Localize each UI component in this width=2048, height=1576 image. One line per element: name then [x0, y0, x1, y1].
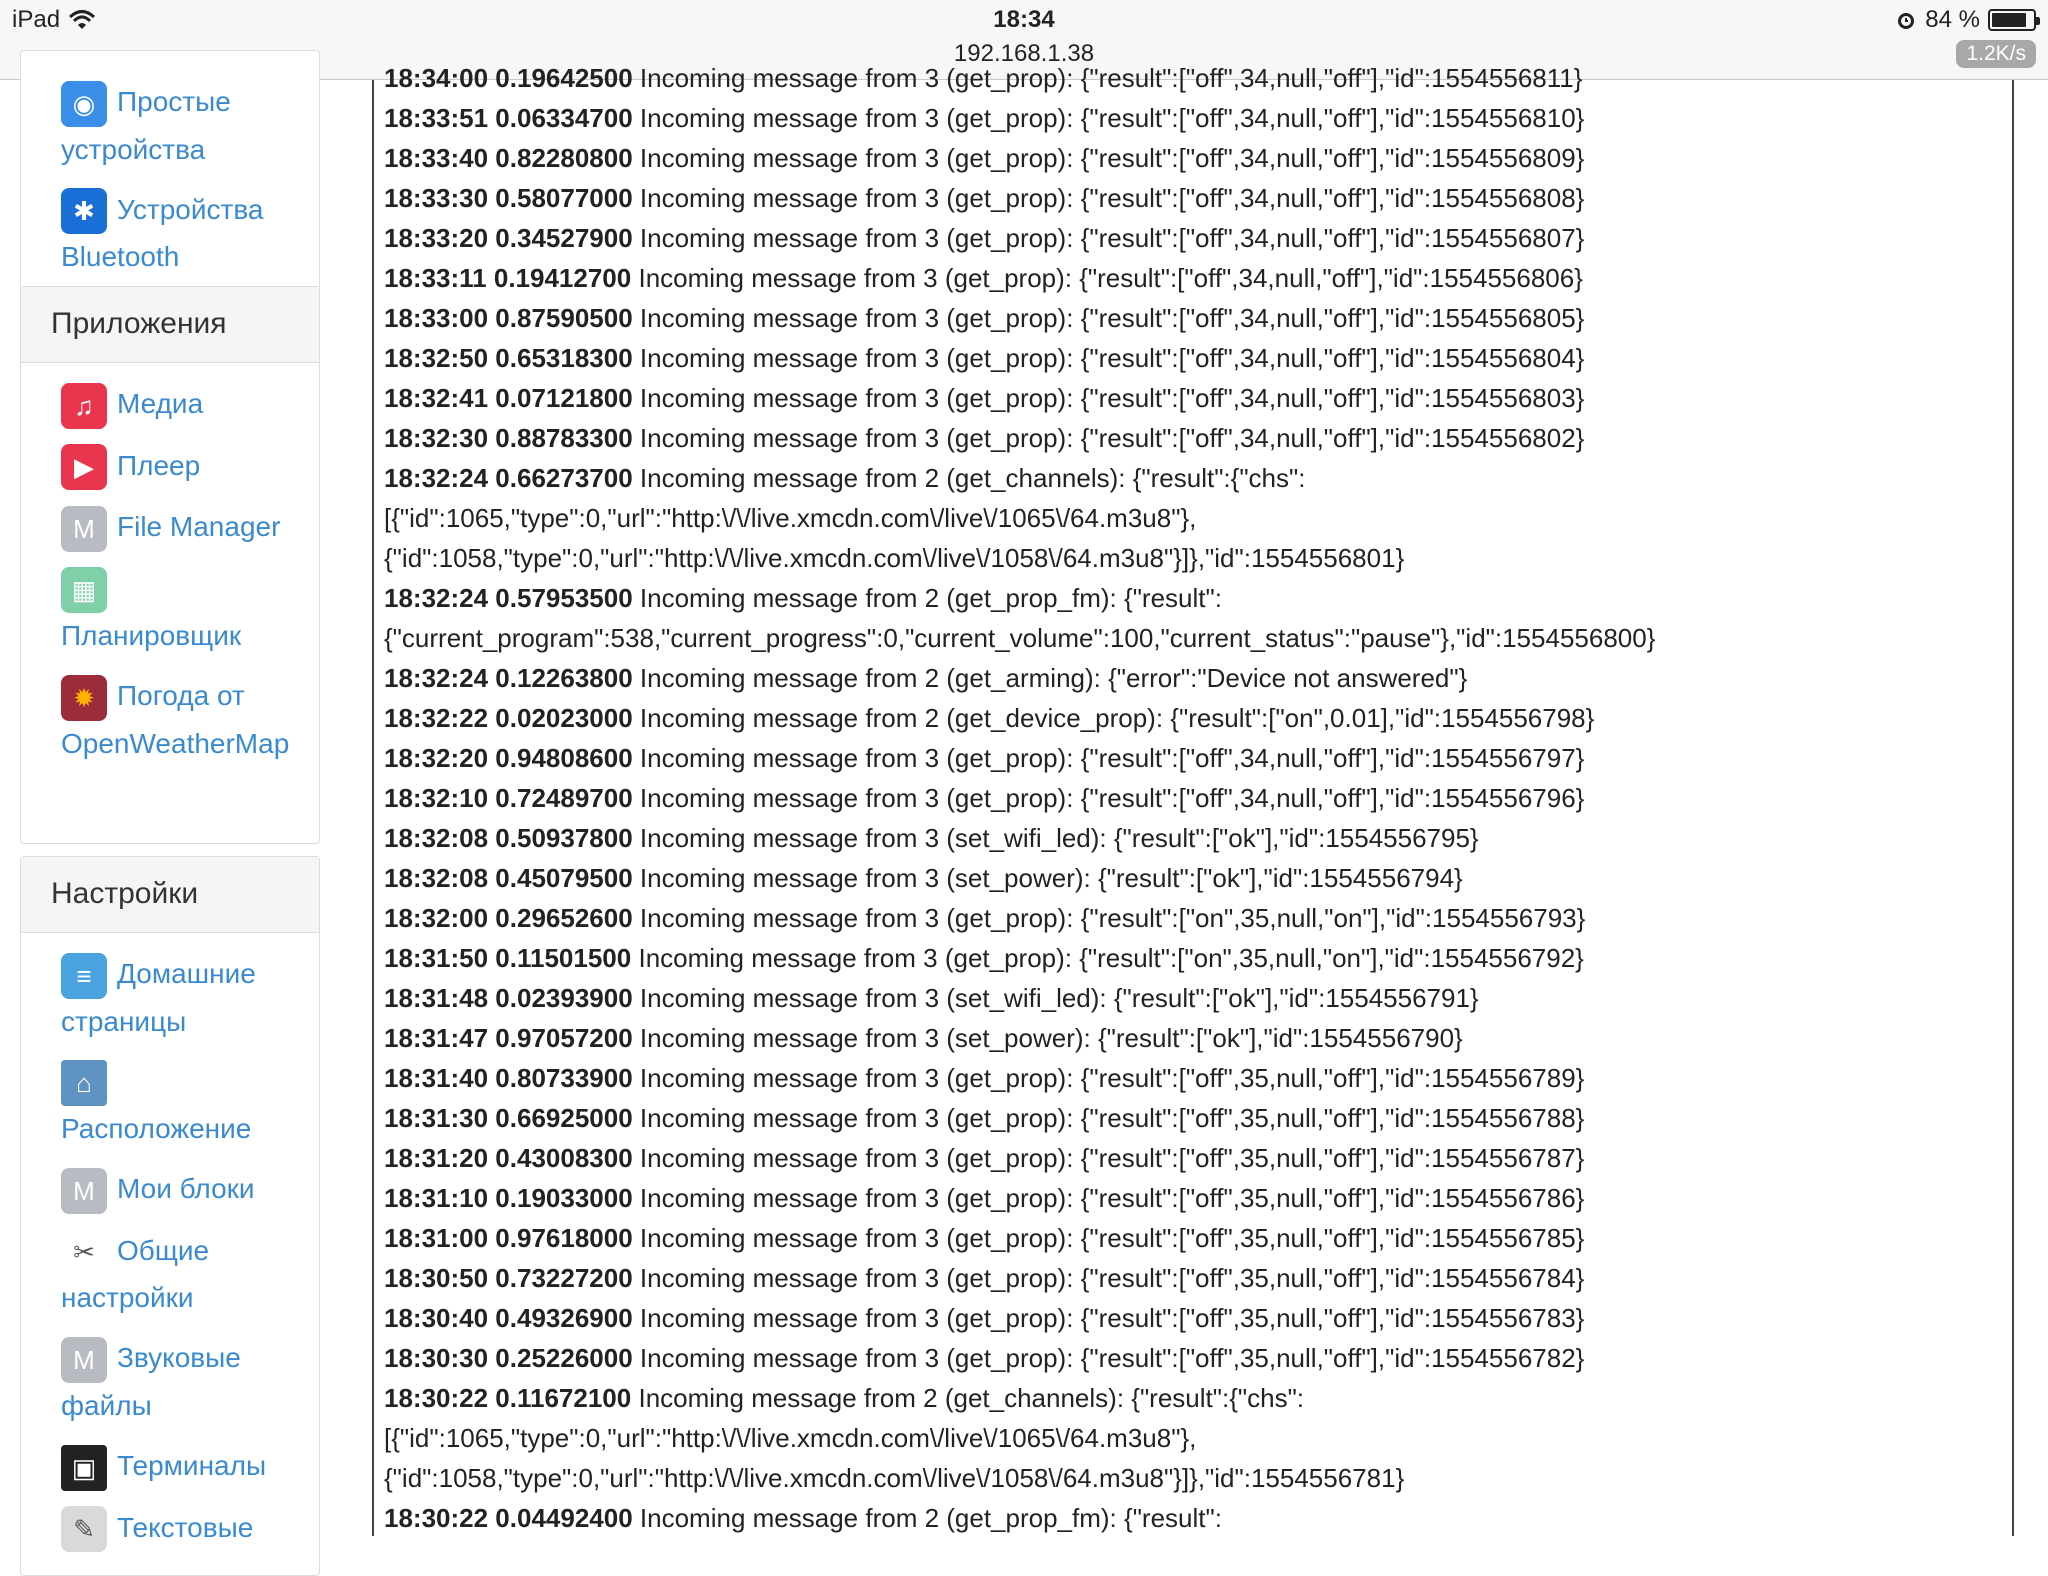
sidebar-item-label: Простые устройства — [61, 86, 231, 165]
log-entry — [384, 738, 2012, 778]
sidebar-item-terminals[interactable] — [61, 1443, 289, 1491]
log-timestamp: 18:30:50 0.73227200 — [384, 1263, 633, 1293]
sidebar-item-label: Общие настройки — [61, 1234, 210, 1314]
log-message: Incoming message from 3 (get_prop): {"result":["off",34,null,"off"],"id":1554556797} — [639, 743, 1585, 773]
log-timestamp: 18:32:24 0.57953500 — [384, 583, 633, 613]
module-icon: M — [61, 1337, 107, 1383]
log-message: Incoming message from 3 (get_prop): {"result":["on",35,null,"on"],"id":1554556793} — [639, 903, 1586, 933]
log-message: Incoming message from 3 (get_prop): {"result":["off",35,null,"off"],"id":1554556785} — [639, 1223, 1585, 1253]
log-entry — [384, 978, 2012, 1018]
log-entry — [384, 58, 2012, 98]
log-entry — [384, 858, 2012, 898]
log-timestamp: 18:33:11 0.19412700 — [384, 263, 632, 293]
log-entry — [384, 1258, 2012, 1298]
log-timestamp: 18:34:00 0.19642500 — [384, 63, 633, 93]
log-entry — [384, 1218, 2012, 1258]
log-entry — [384, 778, 2012, 818]
log-entry — [384, 258, 2012, 298]
sidebar-item-text[interactable] — [61, 1505, 289, 1553]
sidebar-item-home-pages[interactable] — [61, 951, 289, 1045]
log-entry — [384, 1098, 2012, 1138]
battery-icon — [1988, 9, 2036, 31]
log-message: Incoming message from 3 (get_prop): {"result":["off",34,null,"off"],"id":1554556811} — [639, 63, 1583, 93]
log-message: Incoming message from 3 (get_prop): {"result":["off",34,null,"off"],"id":1554556807} — [639, 223, 1585, 253]
sidebar — [0, 80, 340, 1545]
bluetooth-icon: ✱ — [61, 188, 107, 234]
status-right — [1895, 6, 2036, 34]
sidebar-item-location[interactable] — [61, 1059, 289, 1153]
log-message: Incoming message from 3 (get_prop): {"result":["off",34,null,"off"],"id":1554556796} — [639, 783, 1585, 813]
sidebar-item-media[interactable] — [61, 381, 289, 429]
log-entry — [384, 378, 2012, 418]
log-entry — [384, 1298, 2012, 1338]
sidebar-item-simple-devices[interactable] — [61, 79, 289, 173]
log-entry — [384, 178, 2012, 218]
log-timestamp: 18:31:50 0.11501500 — [384, 943, 632, 973]
sidebar-item-label: Терминалы — [117, 1450, 267, 1482]
log-entry — [384, 1378, 2012, 1418]
log-message: Incoming message from 3 (get_prop): {"result":["on",35,null,"on"],"id":1554556792} — [638, 943, 1584, 973]
log-message: Incoming message from 3 (get_prop): {"result":["off",34,null,"off"],"id":1554556805} — [639, 303, 1585, 333]
log-entry — [384, 1138, 2012, 1178]
log-timestamp: 18:32:24 0.12263800 — [384, 663, 633, 693]
calendar-icon: ▦ — [61, 567, 107, 613]
log-message: Incoming message from 3 (get_prop): {"result":["off",34,null,"off"],"id":1554556802} — [639, 423, 1585, 453]
log-timestamp: 18:31:20 0.43008300 — [384, 1143, 633, 1173]
log-message: Incoming message from 2 (get_prop_fm): {"result": — [639, 583, 1222, 613]
log-entry — [384, 898, 2012, 938]
devices-icon: ◉ — [61, 81, 107, 127]
sidebar-item-label: Плеер — [117, 449, 201, 481]
apps-panel-title: Приложения — [21, 287, 319, 363]
log-entry — [384, 698, 2012, 738]
log-message: Incoming message from 3 (get_prop): {"result":["off",34,null,"off"],"id":1554556810} — [639, 103, 1585, 133]
log-entry — [384, 338, 2012, 378]
log-message: Incoming message from 3 (get_prop): {"result":["off",35,null,"off"],"id":1554556787} — [639, 1143, 1585, 1173]
log-entry — [384, 1058, 2012, 1098]
log-timestamp: 18:32:22 0.02023000 — [384, 703, 633, 733]
log-entry-continuation: {"id":1058,"type":0,"url":"http:\/\/live.xmcdn.com\/live\/1058\/64.m3u8"}]},"id":1554556801} — [384, 543, 1405, 573]
play-icon: ▶ — [61, 444, 107, 490]
log-timestamp: 18:33:40 0.82280800 — [384, 143, 633, 173]
log-message: Incoming message from 3 (get_prop): {"result":["off",35,null,"off"],"id":1554556788} — [639, 1103, 1585, 1133]
clock: 18:34 — [993, 6, 1055, 33]
log-timestamp: 18:32:10 0.72489700 — [384, 783, 633, 813]
settings-panel-title: Настройки — [21, 857, 319, 933]
sidebar-item-my-blocks[interactable] — [61, 1166, 289, 1214]
log-entry — [384, 658, 2012, 698]
sidebar-item-label: Мои блоки — [117, 1173, 255, 1205]
log-message: Incoming message from 2 (get_prop_fm): {"result": — [639, 1503, 1222, 1533]
log-timestamp: 18:31:30 0.66925000 — [384, 1103, 633, 1133]
log-entry — [384, 458, 2012, 498]
sidebar-item-weather[interactable] — [61, 673, 289, 767]
log-timestamp: 18:31:10 0.19033000 — [384, 1183, 633, 1213]
sidebar-item-file-manager[interactable] — [61, 504, 289, 552]
log-timestamp: 18:30:40 0.49326900 — [384, 1303, 633, 1333]
sidebar-item-label: Звуковые файлы — [61, 1342, 241, 1422]
log-message: Incoming message from 2 (get_device_prop): {"result":["on",0.01],"id":1554556798} — [639, 703, 1595, 733]
log-entry — [384, 578, 2012, 618]
log-entry-continuation: [{"id":1065,"type":0,"url":"http:\/\/live.xmcdn.com\/live\/1065\/64.m3u8"}, — [384, 503, 1197, 533]
sun-icon: ✹ — [61, 675, 107, 721]
sidebar-item-bluetooth[interactable] — [61, 187, 289, 281]
log-entry-continuation: [{"id":1065,"type":0,"url":"http:\/\/live.xmcdn.com\/live\/1065\/64.m3u8"}, — [384, 1423, 1197, 1453]
log-message: Incoming message from 3 (set_wifi_led): {"result":["ok"],"id":1554556791} — [639, 983, 1479, 1013]
log-message: Incoming message from 2 (get_channels): {"result":{"chs": — [638, 1383, 1305, 1413]
log-panel[interactable] — [372, 63, 2014, 1536]
log-timestamp: 18:31:47 0.97057200 — [384, 1023, 633, 1053]
note-icon: ✎ — [61, 1506, 107, 1552]
address-bar[interactable]: 192.168.1.38 — [953, 40, 1095, 67]
log-message: Incoming message from 3 (get_prop): {"result":["off",35,null,"off"],"id":1554556782} — [639, 1343, 1585, 1373]
log-timestamp: 18:32:41 0.07121800 — [384, 383, 633, 413]
log-timestamp: 18:31:40 0.80733900 — [384, 1063, 633, 1093]
log-entry — [384, 818, 2012, 858]
module-icon: M — [61, 506, 107, 552]
log-timestamp: 18:32:08 0.50937800 — [384, 823, 633, 853]
sidebar-item-label: Медиа — [117, 388, 204, 419]
house-folder-icon: ⌂ — [61, 1060, 107, 1106]
apps-panel — [20, 286, 320, 844]
document-icon: ≡ — [61, 953, 107, 999]
battery-percent: 84 % — [1925, 6, 1980, 33]
log-message: Incoming message from 2 (get_channels): {"result":{"chs": — [639, 463, 1306, 493]
log-message: Incoming message from 3 (get_prop): {"result":["off",35,null,"off"],"id":1554556784} — [639, 1263, 1585, 1293]
log-timestamp: 18:33:51 0.06334700 — [384, 103, 633, 133]
log-message: Incoming message from 3 (get_prop): {"result":["off",34,null,"off"],"id":1554556808} — [639, 183, 1585, 213]
speed-badge: 1.2K/s — [1956, 40, 2036, 68]
log-entry — [384, 1018, 2012, 1058]
log-timestamp: 18:33:30 0.58077000 — [384, 183, 633, 213]
battery-fill — [1992, 13, 2026, 27]
log-entry — [384, 138, 2012, 178]
log-timestamp: 18:30:22 0.11672100 — [384, 1383, 632, 1413]
log-timestamp: 18:31:48 0.02393900 — [384, 983, 633, 1013]
alarm-icon — [1895, 9, 1917, 31]
log-message: Incoming message from 3 (get_prop): {"result":["off",35,null,"off"],"id":1554556789} — [639, 1063, 1585, 1093]
log-entry-continuation: {"id":1058,"type":0,"url":"http:\/\/live.xmcdn.com\/live\/1058\/64.m3u8"}]},"id":1554556781} — [384, 1463, 1405, 1493]
log-message: Incoming message from 3 (get_prop): {"result":["off",34,null,"off"],"id":1554556804} — [639, 343, 1585, 373]
log-message: Incoming message from 2 (get_arming): {"error":"Device not answered"} — [639, 663, 1468, 693]
sidebar-item-general-settings[interactable] — [61, 1228, 289, 1322]
log-message: Incoming message from 3 (set_wifi_led): {"result":["ok"],"id":1554556795} — [639, 823, 1479, 853]
sidebar-item-scheduler[interactable] — [61, 566, 289, 660]
log-entry — [384, 98, 2012, 138]
sidebar-item-label: Текстовые — [117, 1511, 254, 1543]
sidebar-item-player[interactable] — [61, 443, 289, 491]
log-timestamp: 18:32:00 0.29652600 — [384, 903, 633, 933]
log-message: Incoming message from 3 (set_power): {"result":["ok"],"id":1554556790} — [639, 1023, 1463, 1053]
log-timestamp: 18:32:30 0.88783300 — [384, 423, 633, 453]
log-entry — [384, 418, 2012, 458]
sidebar-item-label: Планировщик — [61, 620, 242, 652]
log-message: Incoming message from 3 (set_power): {"result":["ok"],"id":1554556794} — [639, 863, 1463, 893]
sidebar-item-label: Погода от OpenWeatherMap — [61, 680, 290, 760]
log-timestamp: 18:32:20 0.94808600 — [384, 743, 633, 773]
log-message: Incoming message from 3 (get_prop): {"result":["off",34,null,"off"],"id":1554556806} — [638, 263, 1583, 293]
sidebar-item-label: Домашние страницы — [61, 958, 256, 1037]
sidebar-item-label: Расположение — [61, 1113, 252, 1145]
log-message: Incoming message from 3 (get_prop): {"result":["off",35,null,"off"],"id":1554556783} — [639, 1303, 1585, 1333]
log-entry — [384, 1178, 2012, 1218]
log-timestamp: 18:32:24 0.66273700 — [384, 463, 633, 493]
log-timestamp: 18:30:30 0.25226000 — [384, 1343, 633, 1373]
log-message: Incoming message from 3 (get_prop): {"result":["off",35,null,"off"],"id":1554556786} — [639, 1183, 1585, 1213]
device-name: iPad — [12, 6, 61, 33]
settings-panel — [20, 856, 320, 1576]
log-list — [384, 58, 2012, 1538]
sidebar-item-label: File Manager — [117, 511, 281, 543]
log-entry — [384, 298, 2012, 338]
log-timestamp: 18:32:50 0.65318300 — [384, 343, 633, 373]
log-timestamp: 18:33:00 0.87590500 — [384, 303, 633, 333]
module-icon: M — [61, 1168, 107, 1214]
log-entry — [384, 218, 2012, 258]
log-timestamp: 18:30:22 0.04492400 — [384, 1503, 633, 1533]
log-timestamp: 18:32:08 0.45079500 — [384, 863, 633, 893]
sidebar-item-label: Устройства Bluetooth — [61, 193, 264, 273]
log-entry — [384, 1498, 2012, 1538]
music-note-icon: ♫ — [61, 383, 107, 429]
tools-icon: ✂ — [73, 1237, 95, 1268]
log-message: Incoming message from 3 (get_prop): {"result":["off",34,null,"off"],"id":1554556809} — [639, 143, 1585, 173]
log-timestamp: 18:33:20 0.34527900 — [384, 223, 633, 253]
log-entry-continuation: {"current_program":538,"current_progress":0,"current_volume":100,"current_status":"pause"},"id":1554556800} — [384, 623, 1656, 653]
monitor-icon: ▣ — [61, 1445, 107, 1491]
log-entry — [384, 1338, 2012, 1378]
log-message: Incoming message from 3 (get_prop): {"result":["off",34,null,"off"],"id":1554556803} — [639, 383, 1585, 413]
sidebar-item-sound-files[interactable] — [61, 1335, 289, 1429]
log-timestamp: 18:31:00 0.97618000 — [384, 1223, 633, 1253]
log-entry — [384, 938, 2012, 978]
